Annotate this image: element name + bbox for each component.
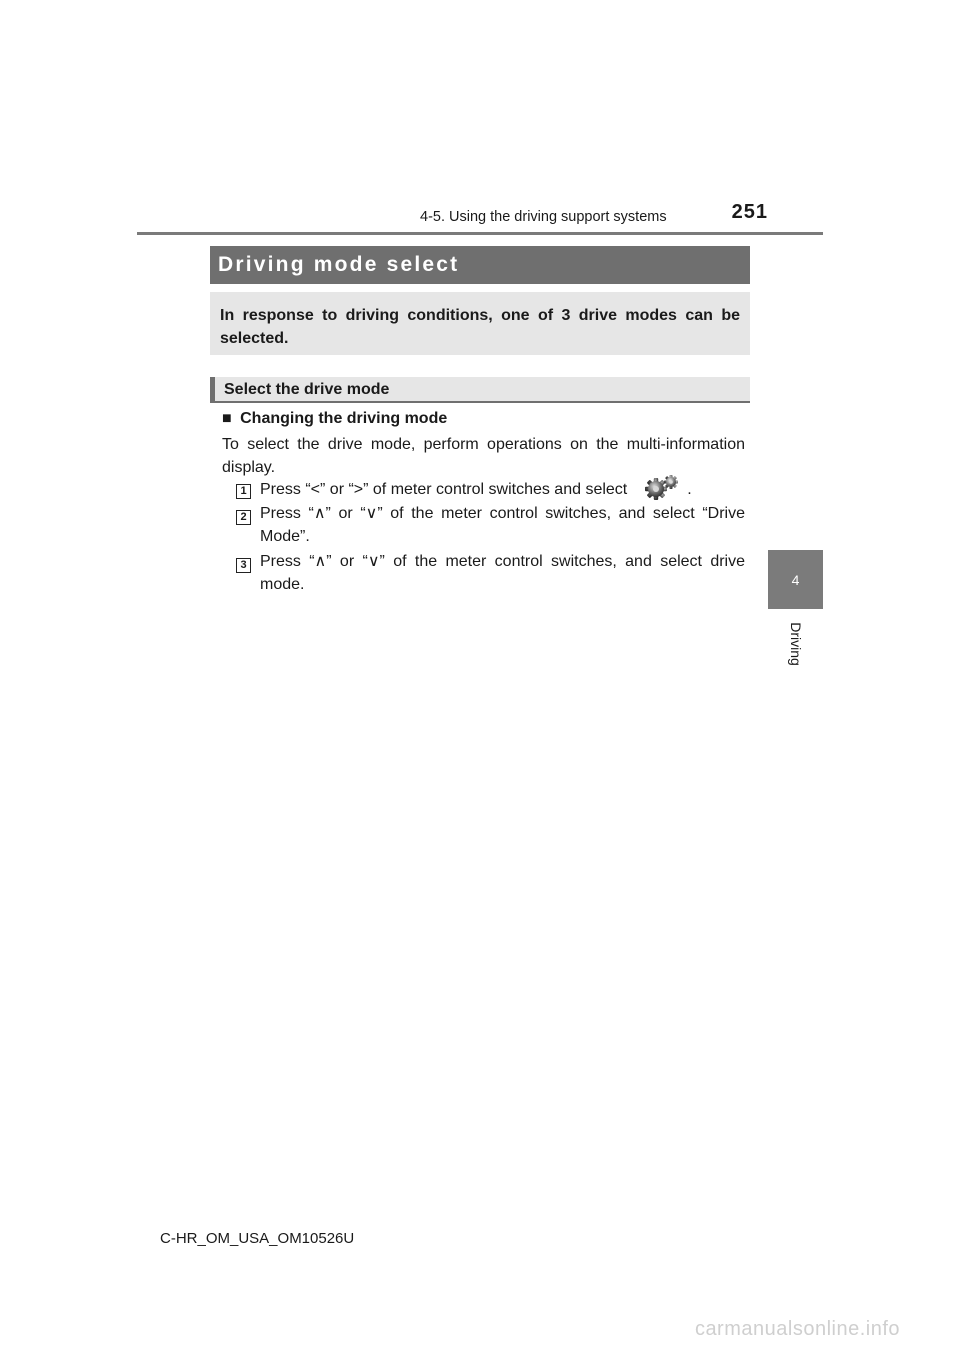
step-text-after-icon: . xyxy=(687,481,692,499)
chapter-tab xyxy=(768,550,823,609)
header-divider xyxy=(137,232,823,235)
step-text: Press “∧” or “∨” of the meter control switches, and select drive mode. xyxy=(260,553,745,593)
subsection-rule xyxy=(210,401,750,403)
body-paragraph: To select the drive mode, perform operations on the multi-information display. xyxy=(222,436,745,476)
chapter-label xyxy=(768,619,823,669)
bullet-heading xyxy=(222,408,447,430)
subsection-heading: Select the drive mode xyxy=(210,377,750,402)
step-text-before-icon: Press “<” or “>” of meter control switches and select xyxy=(260,481,628,499)
chapter-label-text: Driving xyxy=(787,622,804,666)
step-text xyxy=(260,476,745,504)
bullet-square-icon: ■ xyxy=(222,410,232,427)
step-text: Press “∧” or “∨” of the meter control switches, and select “Drive Mode”. xyxy=(260,505,745,545)
step-number-badge: 2 xyxy=(236,510,251,525)
step-number-badge: 1 xyxy=(236,484,251,499)
watermark: carmanualsonline.info xyxy=(694,1318,900,1340)
header-section-title: 4-5. Using the driving support systems xyxy=(420,209,667,225)
bullet-heading-text: Changing the driving mode xyxy=(240,410,448,427)
chapter-number: 4 xyxy=(791,571,800,588)
step-number-badge: 3 xyxy=(236,558,251,573)
footer-document-code: C-HR_OM_USA_OM10526U xyxy=(160,1230,355,1247)
section-title-banner: Driving mode select xyxy=(210,246,750,284)
settings-gear-icon xyxy=(641,473,681,501)
intro-box: In response to driving conditions, one of 3 drive modes can be selected. xyxy=(210,292,750,355)
page-number: 251 xyxy=(731,201,768,223)
